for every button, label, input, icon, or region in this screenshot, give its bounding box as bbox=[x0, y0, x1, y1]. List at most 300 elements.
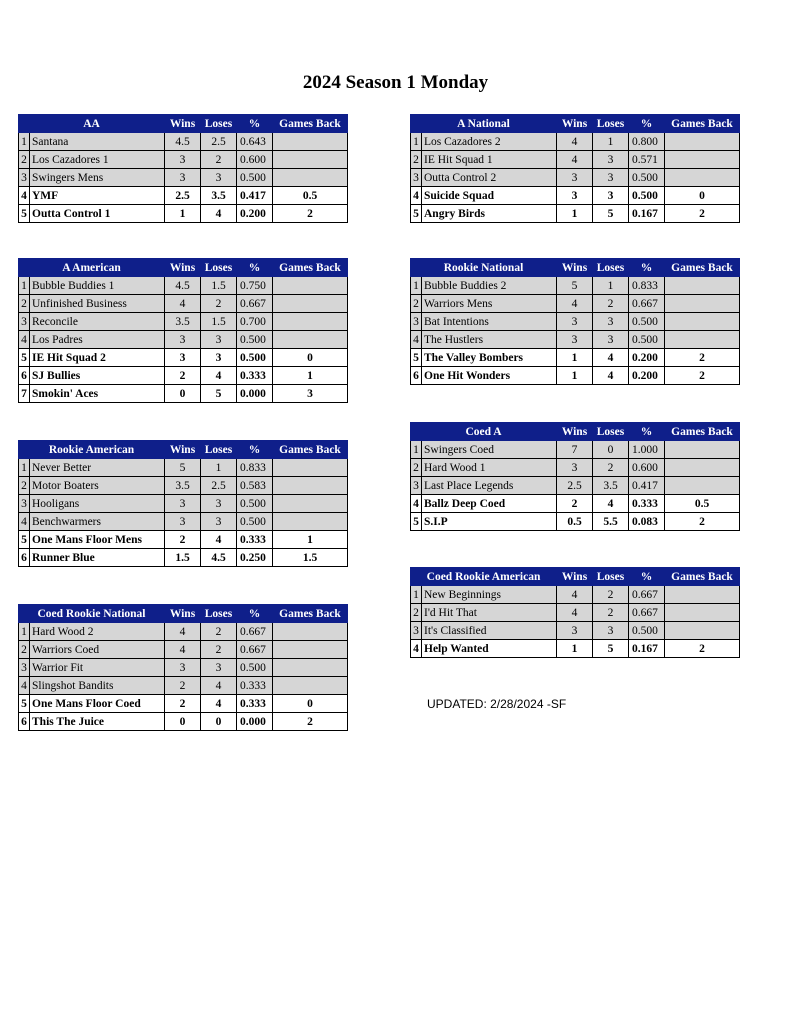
team-games-back bbox=[273, 331, 348, 349]
team-games-back: 1 bbox=[273, 367, 348, 385]
team-games-back bbox=[665, 151, 740, 169]
team-row bbox=[411, 313, 740, 331]
division-name: Coed Rookie American bbox=[411, 568, 557, 586]
team-row bbox=[19, 677, 348, 695]
team-wins: 0 bbox=[165, 713, 201, 731]
team-name: IE Hit Squad 1 bbox=[422, 151, 557, 169]
team-name: New Beginnings bbox=[422, 586, 557, 604]
team-name: One Mans Floor Coed bbox=[30, 695, 165, 713]
team-wins: 4.5 bbox=[165, 277, 201, 295]
team-pct: 0.667 bbox=[629, 586, 665, 604]
team-rank: 4 bbox=[19, 677, 30, 695]
team-games-back: 0 bbox=[273, 349, 348, 367]
team-name: YMF bbox=[30, 187, 165, 205]
team-wins: 4 bbox=[165, 623, 201, 641]
team-pct: 0.333 bbox=[237, 677, 273, 695]
team-rank: 7 bbox=[19, 385, 30, 403]
team-pct: 0.200 bbox=[237, 205, 273, 223]
team-row bbox=[411, 604, 740, 622]
header-row bbox=[411, 115, 740, 133]
team-row bbox=[411, 349, 740, 367]
team-games-back bbox=[665, 459, 740, 477]
team-row bbox=[411, 151, 740, 169]
team-loses: 3 bbox=[593, 151, 629, 169]
team-name: Swingers Coed bbox=[422, 441, 557, 459]
team-games-back: 0.5 bbox=[665, 495, 740, 513]
team-rank: 5 bbox=[19, 531, 30, 549]
header-row bbox=[411, 568, 740, 586]
team-pct: 0.700 bbox=[237, 313, 273, 331]
games-back-header: Games Back bbox=[665, 568, 740, 586]
team-rank: 6 bbox=[19, 549, 30, 567]
team-row bbox=[411, 187, 740, 205]
team-loses: 3.5 bbox=[593, 477, 629, 495]
team-loses: 2 bbox=[201, 151, 237, 169]
team-rank: 2 bbox=[411, 604, 422, 622]
team-loses: 3 bbox=[593, 169, 629, 187]
team-name: The Hustlers bbox=[422, 331, 557, 349]
team-pct: 0.600 bbox=[629, 459, 665, 477]
team-rank: 3 bbox=[411, 313, 422, 331]
team-rank: 3 bbox=[411, 622, 422, 640]
team-wins: 3 bbox=[557, 622, 593, 640]
team-name: It's Classified bbox=[422, 622, 557, 640]
team-rank: 6 bbox=[411, 367, 422, 385]
team-games-back bbox=[665, 277, 740, 295]
team-row bbox=[19, 549, 348, 567]
team-games-back: 1.5 bbox=[273, 549, 348, 567]
updated-note: UPDATED: 2/28/2024 -SF bbox=[427, 697, 567, 711]
team-rank: 2 bbox=[411, 295, 422, 313]
wins-header: Wins bbox=[165, 259, 201, 277]
team-rank: 2 bbox=[19, 641, 30, 659]
team-name: Bat Intentions bbox=[422, 313, 557, 331]
team-row bbox=[411, 169, 740, 187]
wins-header: Wins bbox=[557, 423, 593, 441]
team-games-back bbox=[665, 295, 740, 313]
team-row bbox=[19, 331, 348, 349]
team-name: Slingshot Bandits bbox=[30, 677, 165, 695]
wins-header: Wins bbox=[165, 605, 201, 623]
team-wins: 1 bbox=[557, 367, 593, 385]
games-back-header: Games Back bbox=[273, 259, 348, 277]
loses-header: Loses bbox=[593, 568, 629, 586]
team-games-back bbox=[273, 623, 348, 641]
team-games-back bbox=[665, 604, 740, 622]
team-games-back bbox=[273, 133, 348, 151]
team-loses: 4 bbox=[201, 531, 237, 549]
team-pct: 0.833 bbox=[237, 459, 273, 477]
team-games-back bbox=[273, 677, 348, 695]
team-loses: 5 bbox=[201, 385, 237, 403]
team-loses: 2 bbox=[201, 295, 237, 313]
team-name: Suicide Squad bbox=[422, 187, 557, 205]
header-row bbox=[19, 441, 348, 459]
team-wins: 3 bbox=[165, 349, 201, 367]
team-row bbox=[411, 477, 740, 495]
team-games-back: 2 bbox=[273, 713, 348, 731]
team-wins: 3 bbox=[165, 151, 201, 169]
header-row bbox=[19, 605, 348, 623]
team-wins: 1 bbox=[165, 205, 201, 223]
team-pct: 0.500 bbox=[629, 331, 665, 349]
team-rank: 4 bbox=[411, 640, 422, 658]
team-pct: 0.000 bbox=[237, 385, 273, 403]
team-loses: 3 bbox=[201, 495, 237, 513]
team-games-back bbox=[273, 659, 348, 677]
team-loses: 0 bbox=[593, 441, 629, 459]
team-name: Help Wanted bbox=[422, 640, 557, 658]
team-rank: 1 bbox=[411, 133, 422, 151]
team-loses: 4 bbox=[201, 367, 237, 385]
division-name: A American bbox=[19, 259, 165, 277]
team-wins: 5 bbox=[165, 459, 201, 477]
team-rank: 1 bbox=[19, 133, 30, 151]
team-wins: 1 bbox=[557, 349, 593, 367]
team-rank: 4 bbox=[19, 513, 30, 531]
loses-header: Loses bbox=[593, 115, 629, 133]
team-rank: 3 bbox=[411, 169, 422, 187]
team-name: I'd Hit That bbox=[422, 604, 557, 622]
team-loses: 4 bbox=[201, 677, 237, 695]
team-loses: 2 bbox=[593, 604, 629, 622]
team-row bbox=[411, 277, 740, 295]
team-name: S.I.P bbox=[422, 513, 557, 531]
team-name: Los Padres bbox=[30, 331, 165, 349]
team-games-back: 2 bbox=[665, 513, 740, 531]
team-name: Reconcile bbox=[30, 313, 165, 331]
team-pct: 0.167 bbox=[629, 205, 665, 223]
team-pct: 0.333 bbox=[629, 495, 665, 513]
team-games-back bbox=[665, 331, 740, 349]
team-pct: 0.500 bbox=[237, 349, 273, 367]
team-rank: 1 bbox=[19, 459, 30, 477]
team-wins: 2 bbox=[165, 695, 201, 713]
team-name: Santana bbox=[30, 133, 165, 151]
team-wins: 2 bbox=[165, 677, 201, 695]
team-games-back bbox=[273, 513, 348, 531]
team-row bbox=[411, 640, 740, 658]
games-back-header: Games Back bbox=[273, 605, 348, 623]
team-pct: 0.417 bbox=[237, 187, 273, 205]
team-pct: 1.000 bbox=[629, 441, 665, 459]
games-back-header: Games Back bbox=[273, 115, 348, 133]
games-back-header: Games Back bbox=[665, 423, 740, 441]
team-loses: 3 bbox=[201, 349, 237, 367]
team-pct: 0.500 bbox=[629, 187, 665, 205]
team-row bbox=[411, 367, 740, 385]
team-loses: 4 bbox=[201, 205, 237, 223]
team-loses: 1 bbox=[593, 277, 629, 295]
team-wins: 3.5 bbox=[165, 477, 201, 495]
team-name: Ballz Deep Coed bbox=[422, 495, 557, 513]
team-loses: 5 bbox=[593, 640, 629, 658]
team-row bbox=[411, 133, 740, 151]
team-name: SJ Bullies bbox=[30, 367, 165, 385]
team-loses: 3 bbox=[201, 169, 237, 187]
team-name: One Mans Floor Mens bbox=[30, 531, 165, 549]
team-wins: 3 bbox=[165, 331, 201, 349]
pct-header: % bbox=[237, 115, 273, 133]
team-games-back: 3 bbox=[273, 385, 348, 403]
team-loses: 5 bbox=[593, 205, 629, 223]
team-loses: 3 bbox=[201, 659, 237, 677]
team-loses: 2 bbox=[593, 586, 629, 604]
team-pct: 0.500 bbox=[237, 169, 273, 187]
team-wins: 4.5 bbox=[165, 133, 201, 151]
team-rank: 5 bbox=[411, 513, 422, 531]
team-wins: 1 bbox=[557, 205, 593, 223]
team-pct: 0.200 bbox=[629, 367, 665, 385]
team-row bbox=[19, 385, 348, 403]
team-name: Warriors Mens bbox=[422, 295, 557, 313]
loses-header: Loses bbox=[201, 605, 237, 623]
team-loses: 3 bbox=[593, 331, 629, 349]
pct-header: % bbox=[629, 423, 665, 441]
team-pct: 0.667 bbox=[237, 295, 273, 313]
team-row bbox=[19, 623, 348, 641]
team-games-back bbox=[273, 169, 348, 187]
team-pct: 0.500 bbox=[237, 659, 273, 677]
team-loses: 3 bbox=[201, 513, 237, 531]
team-loses: 4 bbox=[593, 349, 629, 367]
team-rank: 5 bbox=[19, 695, 30, 713]
team-name: Runner Blue bbox=[30, 549, 165, 567]
team-row bbox=[19, 187, 348, 205]
team-row bbox=[411, 459, 740, 477]
team-name: Last Place Legends bbox=[422, 477, 557, 495]
standings-table bbox=[410, 114, 740, 223]
team-loses: 0 bbox=[201, 713, 237, 731]
team-rank: 4 bbox=[19, 331, 30, 349]
header-row bbox=[411, 423, 740, 441]
team-games-back: 2 bbox=[665, 640, 740, 658]
team-rank: 2 bbox=[411, 151, 422, 169]
standings-table bbox=[18, 604, 348, 731]
standings-table bbox=[410, 567, 740, 658]
team-pct: 0.167 bbox=[629, 640, 665, 658]
team-loses: 4 bbox=[593, 367, 629, 385]
team-pct: 0.800 bbox=[629, 133, 665, 151]
wins-header: Wins bbox=[557, 115, 593, 133]
header-row bbox=[19, 259, 348, 277]
team-games-back bbox=[665, 133, 740, 151]
team-name: The Valley Bombers bbox=[422, 349, 557, 367]
team-rank: 3 bbox=[19, 659, 30, 677]
team-wins: 2 bbox=[165, 367, 201, 385]
team-wins: 3 bbox=[165, 513, 201, 531]
team-games-back: 0 bbox=[665, 187, 740, 205]
team-loses: 1.5 bbox=[201, 277, 237, 295]
team-row bbox=[19, 313, 348, 331]
team-row bbox=[19, 531, 348, 549]
team-games-back bbox=[273, 295, 348, 313]
team-wins: 2.5 bbox=[557, 477, 593, 495]
team-pct: 0.667 bbox=[237, 623, 273, 641]
team-games-back: 0 bbox=[273, 695, 348, 713]
pct-header: % bbox=[237, 605, 273, 623]
division-name: AA bbox=[19, 115, 165, 133]
team-pct: 0.583 bbox=[237, 477, 273, 495]
team-loses: 2.5 bbox=[201, 477, 237, 495]
team-rank: 2 bbox=[19, 295, 30, 313]
team-pct: 0.500 bbox=[237, 331, 273, 349]
team-games-back bbox=[665, 169, 740, 187]
pct-header: % bbox=[629, 259, 665, 277]
team-pct: 0.000 bbox=[237, 713, 273, 731]
loses-header: Loses bbox=[201, 441, 237, 459]
games-back-header: Games Back bbox=[665, 259, 740, 277]
division-name: Rookie National bbox=[411, 259, 557, 277]
team-pct: 0.571 bbox=[629, 151, 665, 169]
team-loses: 1 bbox=[201, 459, 237, 477]
team-rank: 1 bbox=[411, 277, 422, 295]
team-loses: 1.5 bbox=[201, 313, 237, 331]
team-loses: 4.5 bbox=[201, 549, 237, 567]
team-rank: 1 bbox=[19, 623, 30, 641]
team-games-back: 2 bbox=[273, 205, 348, 223]
loses-header: Loses bbox=[593, 259, 629, 277]
team-wins: 4 bbox=[557, 295, 593, 313]
team-pct: 0.600 bbox=[237, 151, 273, 169]
team-pct: 0.333 bbox=[237, 531, 273, 549]
wins-header: Wins bbox=[165, 441, 201, 459]
team-name: Warriors Coed bbox=[30, 641, 165, 659]
team-row bbox=[411, 441, 740, 459]
team-rank: 6 bbox=[19, 367, 30, 385]
team-name: Smokin' Aces bbox=[30, 385, 165, 403]
wins-header: Wins bbox=[557, 568, 593, 586]
team-name: One Hit Wonders bbox=[422, 367, 557, 385]
team-rank: 4 bbox=[411, 187, 422, 205]
loses-header: Loses bbox=[593, 423, 629, 441]
team-wins: 4 bbox=[557, 133, 593, 151]
team-pct: 0.500 bbox=[237, 513, 273, 531]
team-pct: 0.333 bbox=[237, 695, 273, 713]
team-games-back: 0.5 bbox=[273, 187, 348, 205]
team-wins: 4 bbox=[165, 295, 201, 313]
team-games-back bbox=[665, 477, 740, 495]
team-row bbox=[19, 133, 348, 151]
games-back-header: Games Back bbox=[273, 441, 348, 459]
team-wins: 4 bbox=[557, 586, 593, 604]
team-games-back: 2 bbox=[665, 205, 740, 223]
team-name: Angry Birds bbox=[422, 205, 557, 223]
team-name: Bubble Buddies 1 bbox=[30, 277, 165, 295]
team-pct: 0.417 bbox=[629, 477, 665, 495]
team-loses: 3 bbox=[593, 622, 629, 640]
team-pct: 0.667 bbox=[629, 295, 665, 313]
team-loses: 3.5 bbox=[201, 187, 237, 205]
team-row bbox=[19, 641, 348, 659]
team-name: Hard Wood 1 bbox=[422, 459, 557, 477]
team-name: Motor Boaters bbox=[30, 477, 165, 495]
team-wins: 4 bbox=[557, 151, 593, 169]
division-name: A National bbox=[411, 115, 557, 133]
team-loses: 4 bbox=[593, 495, 629, 513]
team-loses: 3 bbox=[201, 331, 237, 349]
team-row bbox=[19, 695, 348, 713]
team-games-back bbox=[273, 495, 348, 513]
team-row bbox=[19, 205, 348, 223]
team-name: Warrior Fit bbox=[30, 659, 165, 677]
team-wins: 7 bbox=[557, 441, 593, 459]
team-name: Swingers Mens bbox=[30, 169, 165, 187]
team-wins: 3 bbox=[557, 169, 593, 187]
team-games-back: 2 bbox=[665, 349, 740, 367]
team-wins: 2.5 bbox=[165, 187, 201, 205]
team-rank: 3 bbox=[19, 495, 30, 513]
team-wins: 2 bbox=[165, 531, 201, 549]
team-row bbox=[411, 586, 740, 604]
team-rank: 4 bbox=[19, 187, 30, 205]
team-wins: 1.5 bbox=[165, 549, 201, 567]
team-rank: 2 bbox=[19, 151, 30, 169]
team-rank: 5 bbox=[19, 205, 30, 223]
team-pct: 0.667 bbox=[629, 604, 665, 622]
team-loses: 2 bbox=[593, 295, 629, 313]
team-pct: 0.500 bbox=[629, 313, 665, 331]
team-rank: 1 bbox=[411, 586, 422, 604]
wins-header: Wins bbox=[557, 259, 593, 277]
team-games-back bbox=[273, 641, 348, 659]
team-games-back: 1 bbox=[273, 531, 348, 549]
team-row bbox=[19, 295, 348, 313]
team-rank: 4 bbox=[411, 331, 422, 349]
team-name: Outta Control 1 bbox=[30, 205, 165, 223]
team-name: Hooligans bbox=[30, 495, 165, 513]
team-name: Bubble Buddies 2 bbox=[422, 277, 557, 295]
team-row bbox=[19, 151, 348, 169]
team-games-back bbox=[665, 313, 740, 331]
team-rank: 5 bbox=[19, 349, 30, 367]
team-pct: 0.643 bbox=[237, 133, 273, 151]
team-loses: 2 bbox=[593, 459, 629, 477]
team-games-back bbox=[273, 277, 348, 295]
team-row bbox=[19, 459, 348, 477]
team-row bbox=[19, 513, 348, 531]
team-wins: 3 bbox=[557, 187, 593, 205]
team-wins: 4 bbox=[557, 604, 593, 622]
team-games-back bbox=[665, 441, 740, 459]
team-name: Outta Control 2 bbox=[422, 169, 557, 187]
team-pct: 0.083 bbox=[629, 513, 665, 531]
team-pct: 0.250 bbox=[237, 549, 273, 567]
team-name: IE Hit Squad 2 bbox=[30, 349, 165, 367]
team-loses: 1 bbox=[593, 133, 629, 151]
team-games-back bbox=[273, 459, 348, 477]
standings-table bbox=[18, 440, 348, 567]
standings-table bbox=[18, 114, 348, 223]
team-rank: 3 bbox=[411, 477, 422, 495]
team-row bbox=[411, 295, 740, 313]
team-wins: 3 bbox=[557, 331, 593, 349]
pct-header: % bbox=[237, 259, 273, 277]
team-pct: 0.500 bbox=[237, 495, 273, 513]
team-wins: 1 bbox=[557, 640, 593, 658]
team-wins: 4 bbox=[165, 641, 201, 659]
team-row bbox=[19, 477, 348, 495]
standings-table bbox=[18, 258, 348, 403]
team-row bbox=[411, 495, 740, 513]
team-loses: 4 bbox=[201, 695, 237, 713]
team-games-back bbox=[273, 313, 348, 331]
team-wins: 3 bbox=[165, 495, 201, 513]
team-row bbox=[19, 277, 348, 295]
team-pct: 0.500 bbox=[629, 622, 665, 640]
team-rank: 3 bbox=[19, 169, 30, 187]
team-row bbox=[411, 622, 740, 640]
